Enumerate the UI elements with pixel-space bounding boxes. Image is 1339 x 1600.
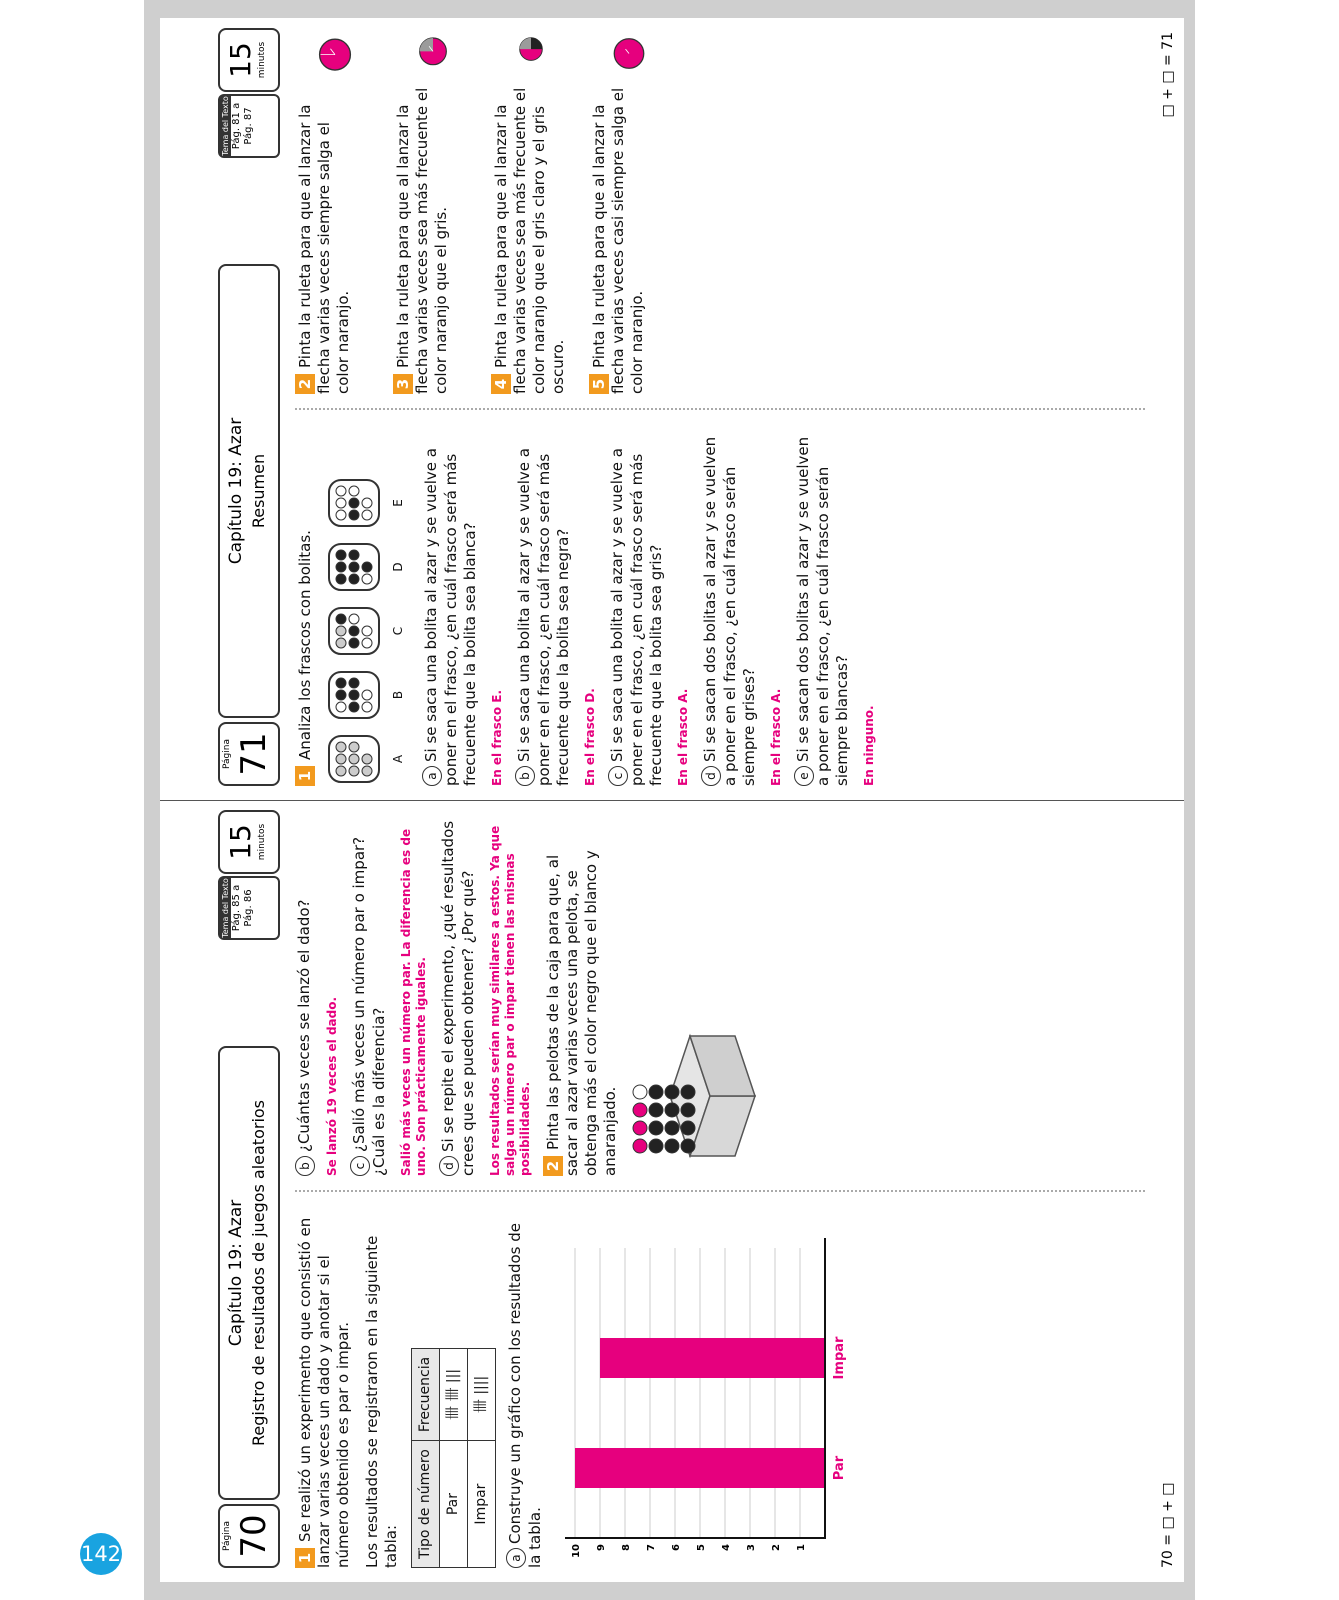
minutes-label: minutos [257, 41, 267, 79]
left-col-1 [295, 1208, 855, 1568]
qb-text: ¿Cuántas veces se lanzó el dado? [295, 899, 313, 1152]
ball [681, 1139, 695, 1153]
table-cell: Par [440, 1441, 468, 1568]
dotted-separator [295, 1190, 1145, 1192]
y-tick-label: 5 [696, 1544, 707, 1551]
jar-a [325, 732, 408, 786]
y-tick-label: 6 [671, 1544, 682, 1551]
jar-icon [325, 476, 383, 530]
chapter-title: Capítulo 19: Azar [226, 1199, 246, 1347]
qd-answer: En el frasco A. [769, 688, 783, 786]
q2-text: Pinta la ruleta para que al lanzar la flecha varias veces siempre salga el color naranjo. [296, 104, 352, 394]
ball [649, 1139, 663, 1153]
ball [633, 1139, 647, 1153]
qe-letter: e [794, 766, 814, 786]
jar-label: C [391, 626, 405, 636]
ball [665, 1103, 679, 1117]
bar-par [575, 1448, 825, 1488]
title-box [218, 1046, 280, 1500]
question-2 [295, 34, 375, 394]
y-tick-label: 1 [796, 1544, 807, 1551]
pag-ref: Pág. 85 a Pág. 86 [231, 884, 254, 932]
ball [633, 1085, 647, 1099]
qe-text: Si se sacan dos bolitas al azar y se vuelven a poner en el frasco, ¿en cuál frasco serán siempre blancas? [794, 436, 851, 786]
y-tick-label: 3 [746, 1544, 757, 1551]
question-5 [589, 34, 669, 394]
section-title: Resumen [249, 453, 268, 529]
ball [665, 1121, 679, 1135]
tema-box [218, 876, 280, 940]
q4-number: 4 [491, 374, 511, 394]
chart-axes [565, 1238, 825, 1538]
left-page [160, 800, 1184, 1582]
chapter-title: Capítulo 19: Azar [226, 417, 246, 565]
jar-d [325, 540, 408, 594]
table-cell: Impar [468, 1441, 496, 1568]
qc-letter: c [350, 1156, 370, 1176]
left-content [295, 808, 1165, 1568]
minutes-label: minutos [257, 823, 267, 861]
jar-e [325, 476, 408, 530]
dotted-separator [295, 408, 1145, 410]
tema-label: Tema del Texto [221, 96, 230, 156]
qd-letter: d [439, 1156, 459, 1176]
qc-letter: c [608, 766, 628, 786]
qd-answer: Los resultados serían muy similares a estos. Ya que salga un número par o impar tienen las mismas posibilidades. [488, 825, 532, 1176]
ball [649, 1085, 663, 1099]
spinner-q3 [393, 34, 473, 69]
jars-row [325, 426, 408, 786]
frequency-table [411, 1348, 496, 1568]
q1-number: 1 [295, 1548, 315, 1568]
bar-impar [600, 1338, 825, 1378]
jar-label: E [391, 499, 405, 507]
ball [649, 1103, 663, 1117]
ball [665, 1085, 679, 1099]
ball [681, 1121, 695, 1135]
q1-text: Analiza los frascos con bolitas. [296, 530, 314, 760]
page-label: Página [222, 1521, 232, 1551]
qc-answer: Salió más veces un número par. La diferencia es de uno. Son prácticamente iguales. [399, 828, 428, 1176]
jar-icon [325, 604, 383, 658]
tema-box [218, 94, 280, 158]
ball [681, 1103, 695, 1117]
right-page [160, 18, 1184, 800]
right-footer: □ + □ = 71 [1160, 32, 1176, 118]
pag-ref: Pág. 81 a Pág. 87 [231, 102, 254, 150]
ball [681, 1085, 695, 1099]
ball [649, 1121, 663, 1135]
page-box [218, 1504, 280, 1568]
question-3 [393, 34, 473, 394]
q1-text: Se realizó un experimento que consistió en lanzar varias veces un dado y anotar si el número obtenido es par o impar. [296, 1217, 352, 1568]
clock-box [218, 28, 280, 92]
minutes-value: 15 [224, 824, 257, 860]
q2-number: 2 [295, 374, 315, 394]
jar-icon [325, 540, 383, 594]
q3-text: Pinta la ruleta para que al lanzar la flecha varias veces sea más frecuente el color naranjo que el gris. [394, 87, 450, 394]
y-tick-label: 2 [771, 1544, 782, 1551]
page-number: 70 [234, 1514, 274, 1558]
y-tick-label: 10 [571, 1544, 582, 1558]
qd-text: Si se sacan dos bolitas al azar y se vuelven a poner en el frasco, ¿en cuál frasco serán siempre grises? [701, 436, 758, 786]
q2-text: Pinta las pelotas de la caja para que, al sacar al azar varias veces una pelota, se obtenga más el color negro que el blanco y anaranjado. [544, 850, 619, 1176]
qa-answer: En el frasco E. [490, 689, 504, 786]
qb-answer: Se lanzó 19 veces el dado. [325, 996, 339, 1176]
jar-label: B [391, 690, 405, 700]
ball [633, 1103, 647, 1117]
table-header: Tipo de número [412, 1441, 440, 1568]
qb-letter: b [515, 766, 535, 786]
qb-letter: b [295, 1156, 315, 1176]
ball [665, 1139, 679, 1153]
spinner-q4 [491, 34, 571, 64]
minutes-value: 15 [224, 42, 257, 78]
jar-icon [325, 732, 383, 786]
q1-text2: Los resultados se registraron en la siguiente tabla: [363, 1235, 400, 1568]
section-title: Registro de resultados de juegos aleatorios [249, 1099, 268, 1447]
x-tick-label: Impar [832, 1336, 847, 1380]
q1-number: 1 [295, 766, 315, 786]
q3-number: 3 [393, 374, 413, 394]
y-tick-label: 4 [721, 1544, 732, 1551]
qc-text: Si se saca una bolita al azar y se vuelve a poner en el frasco, ¿en cuál frasco será más frecuente que la bolita sea gris? [608, 448, 665, 786]
bar-chart [555, 1228, 855, 1568]
tema-label: Tema del Texto [221, 878, 230, 938]
qa-text: Si se saca una bolita al azar y se vuelve a poner en el frasco, ¿en cuál frasco será más frecuente que la bolita sea blanca? [422, 448, 479, 786]
qe-answer: En ninguno. [862, 705, 876, 786]
title-box [218, 264, 280, 718]
ball [633, 1121, 647, 1135]
jar-c [325, 604, 408, 658]
q5-number: 5 [589, 374, 609, 394]
qa-letter: a [422, 766, 442, 786]
qc-text: ¿Salió más veces un número par o impar? ¿Cuál es la diferencia? [350, 836, 388, 1176]
qa-letter: a [506, 1548, 526, 1568]
y-tick-label: 8 [621, 1544, 632, 1551]
q4-text: Pinta la ruleta para que al lanzar la flecha varias veces sea más frecuente el color naranjo que el gris claro y el gris oscuro. [492, 87, 567, 394]
qd-text: Si se repite el experimento, ¿qué resultados crees que se pueden obtener? ¿Por qué? [439, 820, 477, 1176]
clock-box [218, 810, 280, 874]
page-number-badge: 142 [80, 1533, 122, 1575]
table-header: Frecuencia [412, 1348, 440, 1440]
right-content [295, 26, 1165, 786]
table-cell: 卌 卌 ||| [440, 1348, 468, 1440]
y-tick-label: 7 [646, 1544, 657, 1551]
left-col-2 [295, 816, 765, 1176]
spinner-q2 [295, 34, 375, 75]
qa-text: Construye un gráfico con los resultados de la tabla. [506, 1223, 544, 1568]
jar-label: A [391, 754, 405, 764]
left-footer: 70 = □ + □ [1160, 1482, 1176, 1568]
right-col-1 [295, 426, 887, 786]
qc-answer: En el frasco A. [676, 688, 690, 786]
ball-box-illustration [630, 1016, 760, 1176]
y-tick-label: 9 [596, 1544, 607, 1551]
page-label: Página [222, 739, 232, 769]
qb-text: Si se saca una bolita al azar y se vuelve a poner en el frasco, ¿en cuál frasco será más frecuente que la bolita sea negra? [515, 448, 572, 786]
qd-letter: d [701, 766, 721, 786]
jar-b [325, 668, 408, 722]
table-cell: 卌 |||| [468, 1348, 496, 1440]
question-4 [491, 34, 571, 394]
qb-answer: En el frasco D. [583, 688, 597, 786]
jar-label: D [391, 562, 405, 572]
jar-icon [325, 668, 383, 722]
page-number: 71 [234, 732, 274, 776]
right-col-2 [295, 34, 687, 394]
q2-number: 2 [543, 1156, 563, 1176]
page-box [218, 722, 280, 786]
q5-text: Pinta la ruleta para que al lanzar la flecha varias veces casi siempre salga el color naranjo. [590, 87, 646, 394]
spinner-q5 [589, 34, 669, 73]
x-tick-label: Par [832, 1455, 847, 1481]
